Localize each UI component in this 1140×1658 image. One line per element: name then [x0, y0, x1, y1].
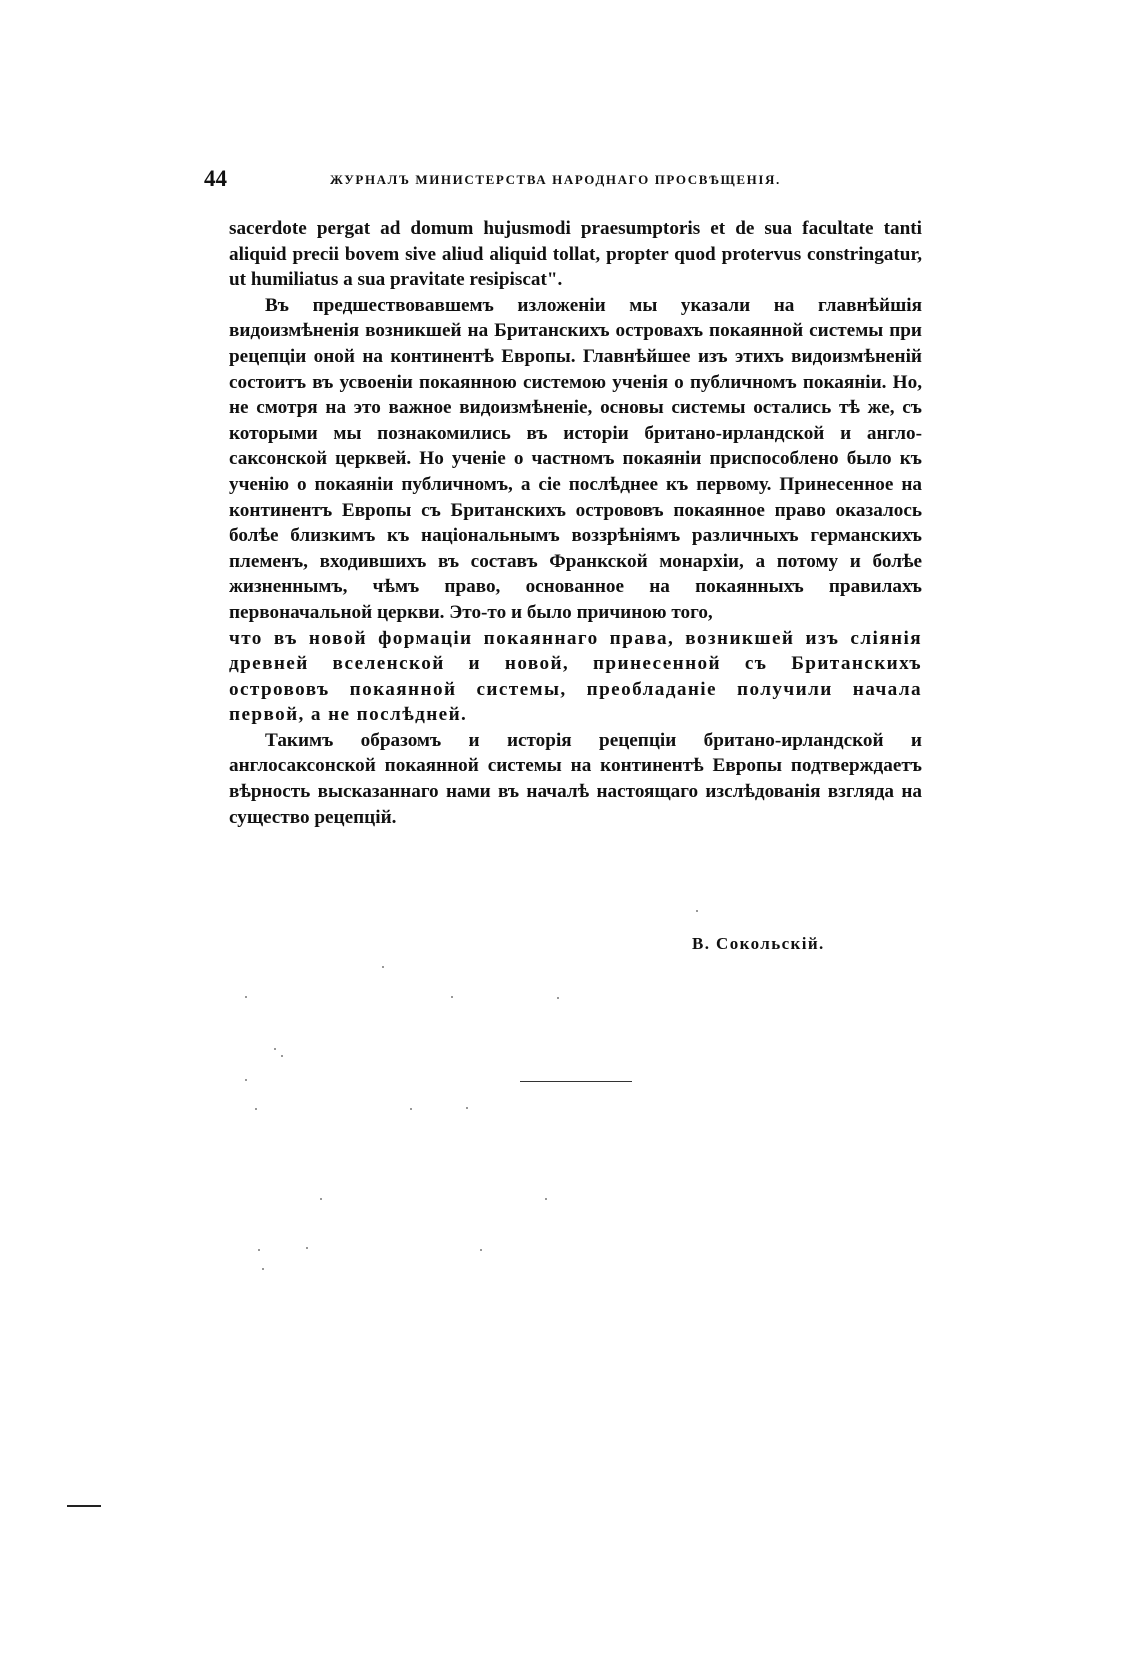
scan-speck — [262, 1268, 264, 1270]
scan-speck — [466, 1107, 468, 1109]
scan-speck — [696, 910, 698, 912]
paragraph-latin-quote: sacerdote pergat ad domum hujusmodi praesumptoris et de sua facultate tanti aliquid precii bovem sive aliud aliquid tollat, propter quod protervus constringatur, ut humiliatus a sua pravitate resipiscat". — [229, 218, 922, 291]
scan-speck — [382, 966, 384, 968]
paragraph-main: Въ предшествовавшемъ изложеніи мы указали на главнѣйшія видоизмѣненія возникшей на Британскихъ островахъ покаянной системы при рецепціи оной на континентѣ Европы. Главнѣйшее изъ этихъ видоизмѣненій состоитъ въ усвоеніи покаянною системою ученія о публичномъ покаяніи. Но, не смотря на это важное видоизмѣненіе, основы системы остались тѣ же, съ которыми мы познакомились въ исторіи британо-ирландской и англо-саксонской церквей. Но ученіе о частномъ покаяніи приспособлено было къ ученію о покаяніи публичномъ, а сіе послѣднее къ первому. Принесенное на континентъ Европы съ Британскихъ острововъ покаянное право оказалось болѣе близкимъ къ національнымъ воззрѣніямъ различныхъ германскихъ племенъ, входившихъ въ составъ Франкской монархіи, а потому и болѣе жизненнымъ, чѣмъ право, основанное на покаянныхъ правилахъ первоначальной церкви. Это-то и было причиною того, — [229, 294, 922, 623]
scan-speck — [306, 1247, 308, 1249]
author-signature: В. Сокольскій. — [692, 934, 825, 953]
article-body — [229, 216, 922, 830]
scan-speck — [545, 1198, 547, 1200]
running-title: ЖУРНАЛЪ МИНИСТЕРСТВА НАРОДНАГО ПРОСВѢЩЕНІЯ. — [330, 172, 781, 187]
scan-speck — [557, 997, 559, 999]
scan-speck — [258, 1249, 260, 1251]
page-header — [204, 166, 924, 194]
scan-speck — [274, 1048, 276, 1050]
scan-speck — [255, 1108, 257, 1110]
scan-speck — [245, 996, 247, 998]
scan-speck — [281, 1055, 283, 1057]
page-number: 44 — [204, 166, 227, 191]
scan-speck — [451, 996, 453, 998]
scan-speck — [480, 1249, 482, 1251]
section-end-rule — [520, 1081, 632, 1082]
margin-mark — [67, 1505, 101, 1507]
scan-speck — [320, 1198, 322, 1200]
paragraph-spaced: что въ новой формаціи покаяннаго права, возникшей изъ сліянія древней вселенской и новой, принесенной съ Британскихъ острововъ покаянной системы, преобладаніе получили начала первой, а не послѣдней. — [229, 627, 922, 726]
scan-speck — [245, 1079, 247, 1081]
paragraph-conclusion: Такимъ образомъ и исторія рецепціи британо-ирландской и англосаксонской покаянной системы на континентѣ Европы подтверждаетъ вѣрность высказаннаго нами въ началѣ настоящаго изслѣдованія взгляда на существо рецепцій. — [229, 729, 922, 828]
scan-speck — [410, 1108, 412, 1110]
